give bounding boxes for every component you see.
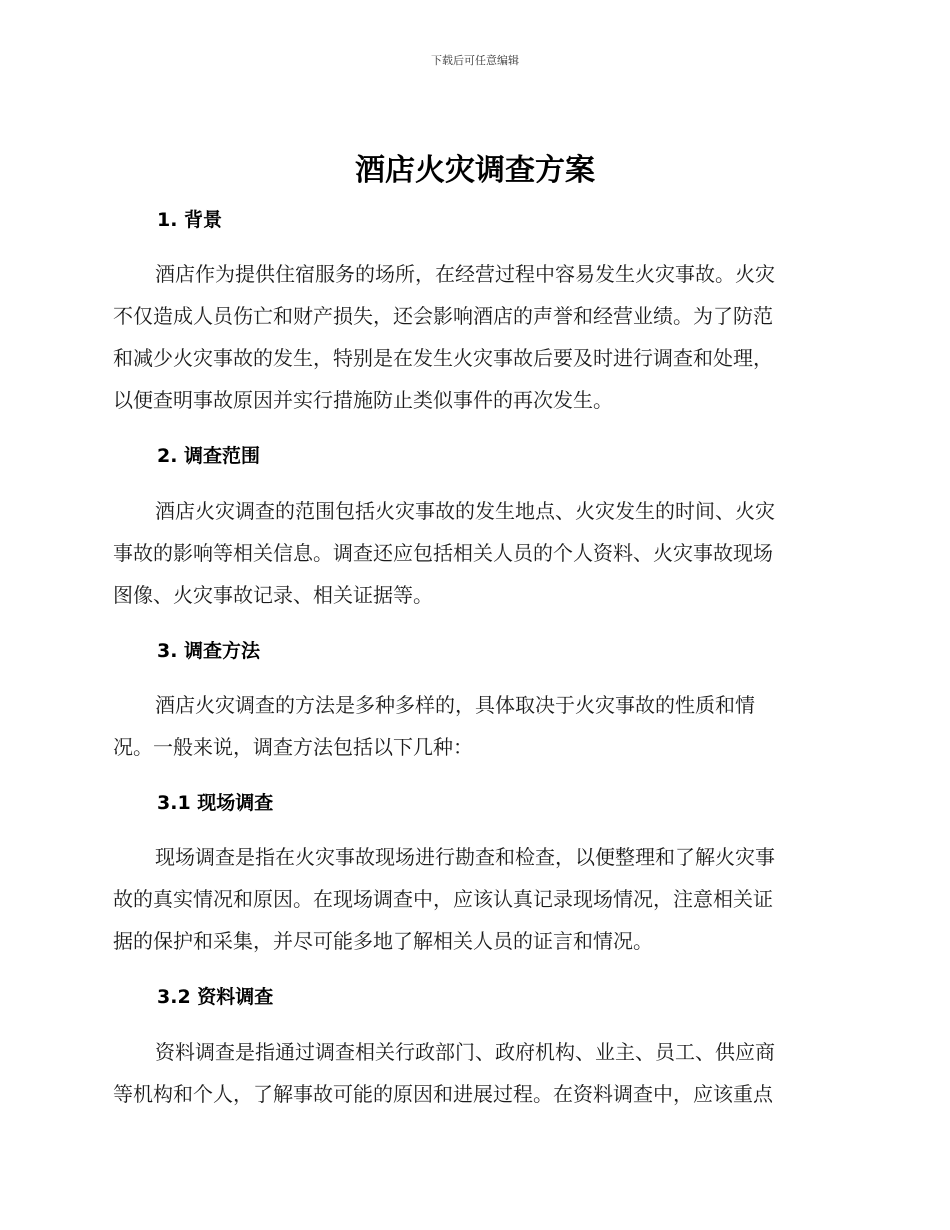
- section-heading-site-survey: 3.1 现场调查: [157, 792, 274, 814]
- paragraph-line: 酒店火灾调查的方法是多种多样的，具体取决于火灾事故的性质和情: [155, 693, 755, 717]
- header-note: 下载后可任意编辑: [431, 54, 519, 67]
- section-heading-methods: 3. 调查方法: [157, 640, 261, 662]
- paragraph-line: 据的保护和采集，并尽可能多地了解相关人员的证言和情况。: [113, 929, 653, 953]
- paragraph-line: 酒店作为提供住宿服务的场所，在经营过程中容易发生火灾事故。火灾: [155, 262, 775, 286]
- paragraph-line: 酒店火灾调查的范围包括火灾事故的发生地点、火灾发生的时间、火灾: [155, 499, 775, 523]
- paragraph-line: 不仅造成人员伤亡和财产损失，还会影响酒店的声誉和经营业绩。为了防范: [113, 304, 773, 328]
- paragraph-line: 图像、火灾事故记录、相关证据等。: [113, 583, 433, 607]
- section-paragraph-scope: [113, 490, 833, 616]
- section-paragraph-background: [113, 253, 833, 421]
- paragraph-line: 和减少火灾事故的发生，特别是在发生火灾事故后要及时进行调查和处理，: [113, 346, 773, 370]
- paragraph-line: 等机构和个人，了解事故可能的原因和进展过程。在资料调查中，应该重点: [113, 1082, 773, 1106]
- paragraph-line: 现场调查是指在火灾事故现场进行勘查和检查，以便整理和了解火灾事: [155, 845, 775, 869]
- section-paragraph-site-survey: [113, 836, 833, 962]
- section-heading-scope: 2. 调查范围: [157, 445, 261, 467]
- document-title: 酒店火灾调查方案: [355, 153, 595, 188]
- paragraph-line: 资料调查是指通过调查相关行政部门、政府机构、业主、员工、供应商: [155, 1040, 775, 1064]
- section-heading-records-survey: 3.2 资料调查: [157, 986, 274, 1008]
- paragraph-line: 事故的影响等相关信息。调查还应包括相关人员的个人资料、火灾事故现场: [113, 541, 773, 565]
- paragraph-line: 以便查明事故原因并实行措施防止类似事件的再次发生。: [113, 388, 613, 412]
- paragraph-line: 故的真实情况和原因。在现场调查中，应该认真记录现场情况，注意相关证: [113, 887, 773, 911]
- section-paragraph-records-survey: [113, 1031, 833, 1115]
- section-paragraph-methods: [113, 684, 833, 768]
- paragraph-line: 况。一般来说，调查方法包括以下几种：: [113, 735, 473, 759]
- section-heading-background: 1. 背景: [157, 209, 223, 231]
